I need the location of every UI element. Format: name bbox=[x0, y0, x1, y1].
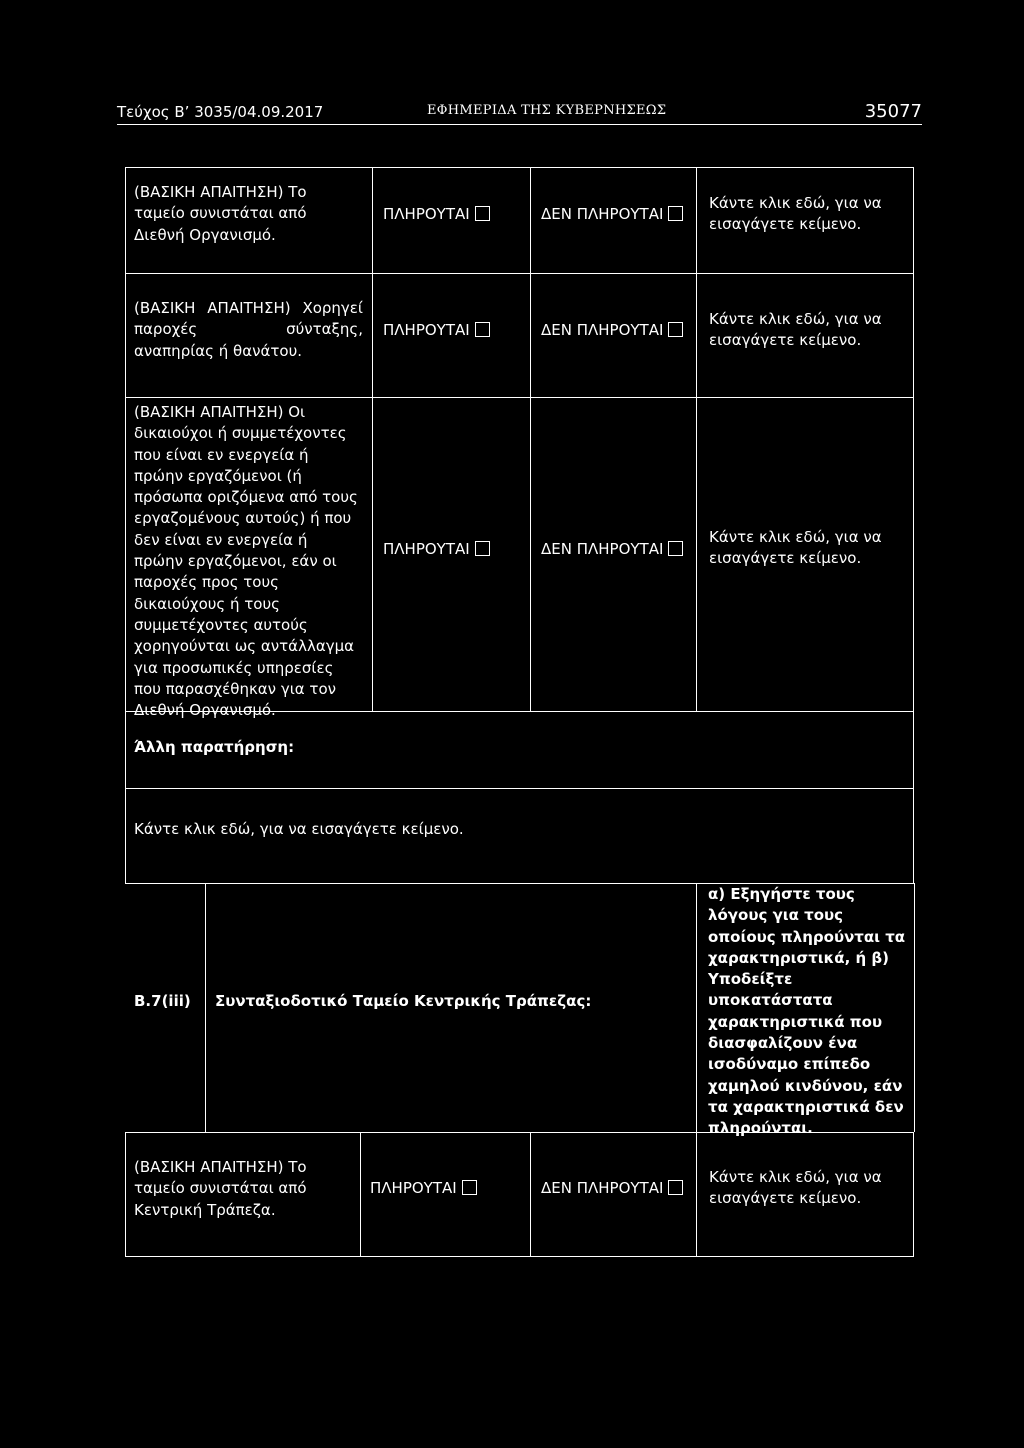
comment-placeholder[interactable]: Κάντε κλικ εδώ, για να εισαγάγετε κείμενο. bbox=[709, 310, 882, 350]
comment-placeholder[interactable]: Κάντε κλικ εδώ, για να εισαγάγετε κείμενο. bbox=[709, 1168, 882, 1208]
page-header bbox=[117, 100, 922, 125]
fulfilled-label: ΠΛΗΡΟΥΤΑΙ bbox=[383, 205, 470, 223]
checkbox-icon[interactable] bbox=[462, 1180, 477, 1195]
requirement-text: (ΒΑΣΙΚΗ ΑΠΑΙΤΗΣΗ) Οι δικαιούχοι ή συμμετέχοντες που είναι εν ενεργεία ή πρώην εργαζόμενοι (ή πρόσωπα οριζόμενα από τους εργαζομένους αυτούς) ή που δεν είναι εν ενεργεία ή πρώην εργαζόμενοι, εάν οι παροχές προς τους δικαιούχους ή τους συμμετέχοντες αυτούς χορηγούνται ως αντάλλαγμα για προσωπικές υπηρεσίες που παρασχέθηκαν για τον Διεθνή Οργανισμό. bbox=[134, 403, 358, 720]
requirement-text: (ΒΑΣΙΚΗ ΑΠΑΙΤΗΣΗ) Το ταμείο συνιστάται από Διεθνή Οργανισμό. bbox=[134, 183, 307, 244]
requirement-text: (ΒΑΣΙΚΗ ΑΠΑΙΤΗΣΗ) Το ταμείο συνιστάται από Κεντρική Τράπεζα. bbox=[134, 1158, 307, 1219]
not-fulfilled-option[interactable] bbox=[541, 1178, 683, 1199]
not-fulfilled-option[interactable] bbox=[541, 320, 683, 341]
not-fulfilled-label: ΔΕΝ ΠΛΗΡΟΥΤΑΙ bbox=[541, 1179, 664, 1197]
fulfilled-label: ΠΛΗΡΟΥΤΑΙ bbox=[383, 540, 470, 558]
checkbox-icon[interactable] bbox=[475, 541, 490, 556]
fulfilled-option[interactable] bbox=[383, 539, 490, 560]
requirement-text: (ΒΑΣΙΚΗ ΑΠΑΙΤΗΣΗ) Χορηγεί παροχές σύνταξης, αναπηρίας ή θανάτου. bbox=[134, 299, 363, 360]
fulfilled-label: ΠΛΗΡΟΥΤΑΙ bbox=[370, 1179, 457, 1197]
section-instruction: α) Εξηγήστε τους λόγους για τους οποίους πληρούνται τα χαρακτηριστικά, ή β) Υποδείξτε υποκατάστατα χαρακτηριστικά που διασφαλίζουν ένα ισοδύναμο επίπεδο χαμηλού κινδύνου, εάν τα χαρακτηριστικά δεν πληρούνται. bbox=[708, 885, 906, 1138]
section-code: Β.7(iii) bbox=[134, 992, 191, 1010]
other-note-label: Άλλη παρατήρηση: bbox=[134, 738, 295, 756]
gazette-title: ΕΦΗΜΕΡΙΔΑ ΤΗΣ ΚΥΒΕΡΝΗΣΕΩΣ bbox=[427, 103, 667, 118]
checkbox-icon[interactable] bbox=[475, 206, 490, 221]
checkbox-icon[interactable] bbox=[668, 541, 683, 556]
comment-placeholder[interactable]: Κάντε κλικ εδώ, για να εισαγάγετε κείμενο. bbox=[709, 194, 882, 234]
checkbox-icon[interactable] bbox=[475, 322, 490, 337]
comment-placeholder[interactable]: Κάντε κλικ εδώ, για να εισαγάγετε κείμενο. bbox=[709, 528, 882, 568]
issue-number: Τεύχος Β’ 3035/04.09.2017 bbox=[117, 103, 324, 121]
fulfilled-option[interactable] bbox=[383, 320, 490, 341]
not-fulfilled-label: ΔΕΝ ΠΛΗΡΟΥΤΑΙ bbox=[541, 540, 664, 558]
checkbox-icon[interactable] bbox=[668, 206, 683, 221]
fulfilled-option[interactable] bbox=[370, 1178, 477, 1199]
not-fulfilled-label: ΔΕΝ ΠΛΗΡΟΥΤΑΙ bbox=[541, 321, 664, 339]
fulfilled-option[interactable] bbox=[383, 204, 490, 225]
section-title: Συνταξιοδοτικό Ταμείο Κεντρικής Τράπεζας: bbox=[215, 992, 592, 1010]
fulfilled-label: ΠΛΗΡΟΥΤΑΙ bbox=[383, 321, 470, 339]
page-number: 35077 bbox=[864, 101, 922, 122]
not-fulfilled-label: ΔΕΝ ΠΛΗΡΟΥΤΑΙ bbox=[541, 205, 664, 223]
other-note-placeholder[interactable]: Κάντε κλικ εδώ, για να εισαγάγετε κείμενο. bbox=[134, 820, 464, 838]
not-fulfilled-option[interactable] bbox=[541, 539, 683, 560]
checkbox-icon[interactable] bbox=[668, 1180, 683, 1195]
checkbox-icon[interactable] bbox=[668, 322, 683, 337]
not-fulfilled-option[interactable] bbox=[541, 204, 683, 225]
